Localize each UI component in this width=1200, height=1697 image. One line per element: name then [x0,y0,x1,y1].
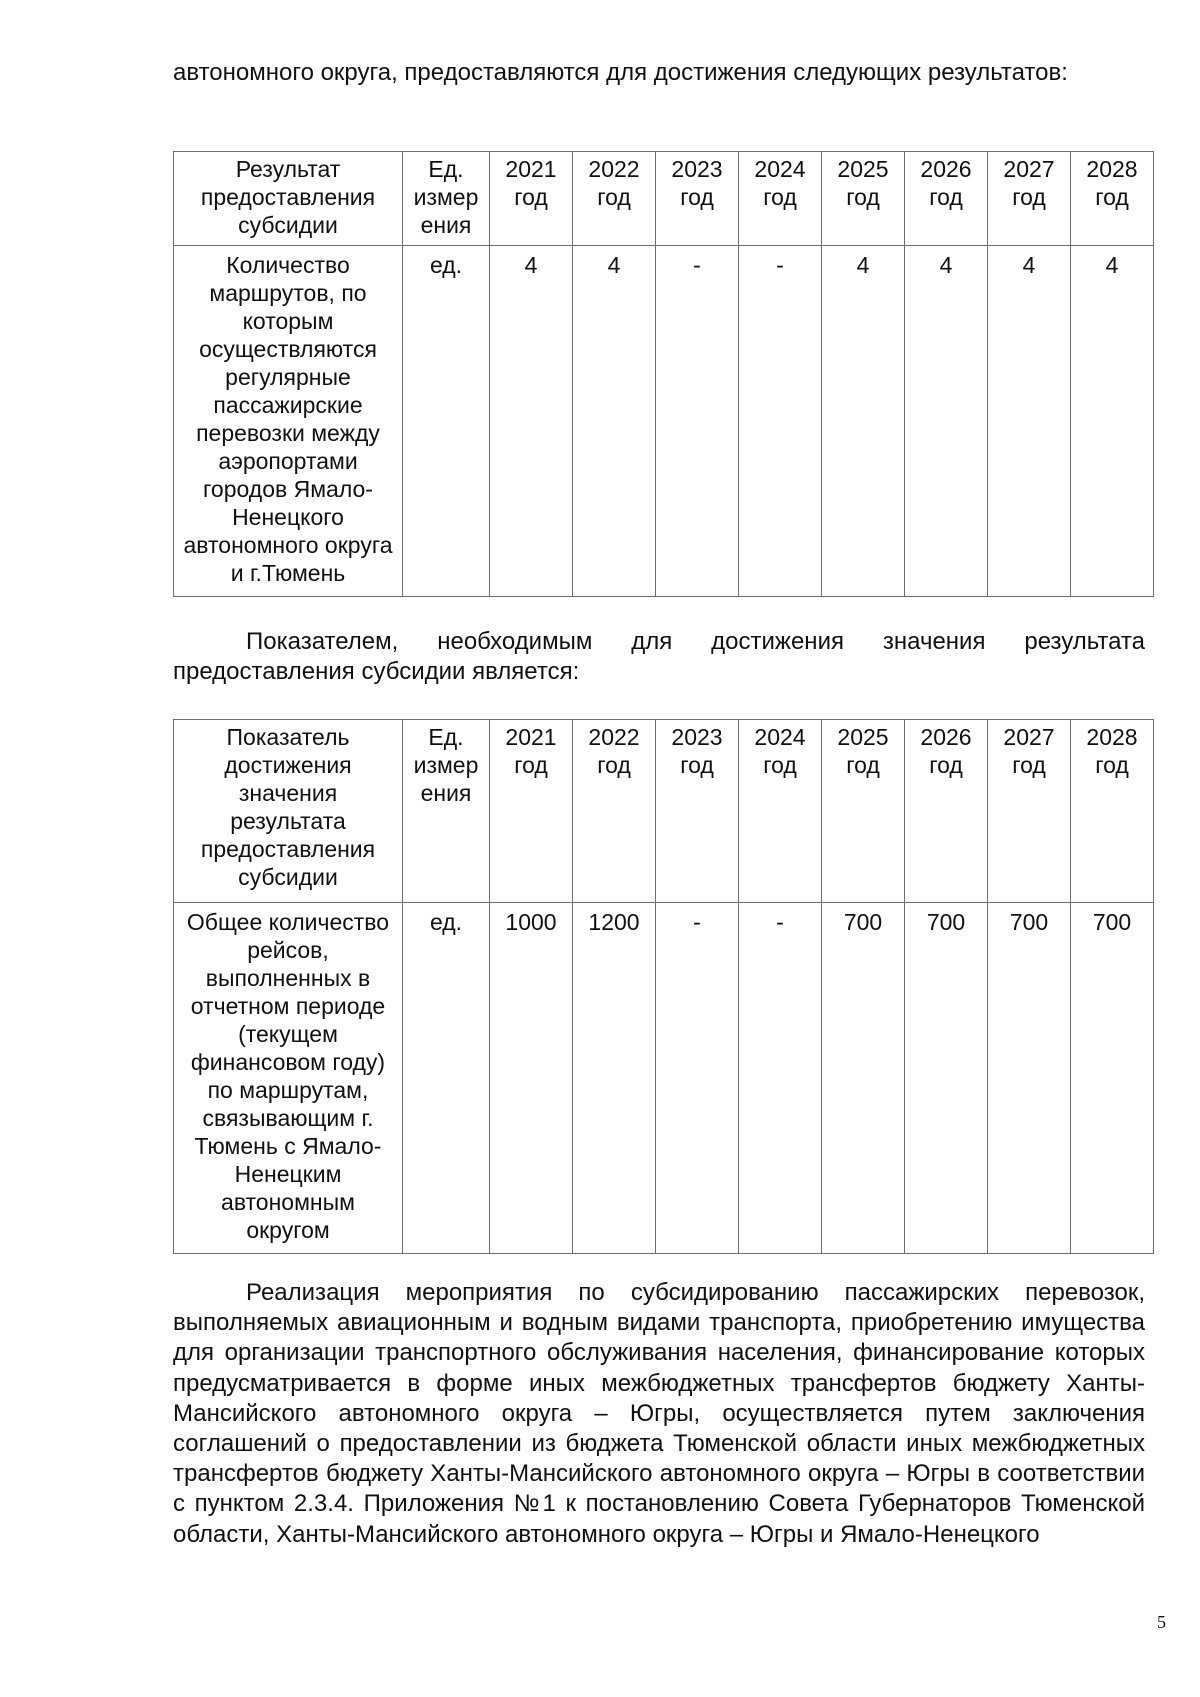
intro-paragraph [173,58,1145,88]
table-cell: - [656,246,739,597]
header-cell: 2024 год [739,720,822,903]
table-cell: - [739,246,822,597]
indicator-intro-paragraph [173,627,1145,687]
header-cell: 2023 год [656,152,739,246]
header-cell: Ед. измер ения [403,720,490,903]
table-row [174,903,1154,1254]
header-cell: 2021 год [490,720,573,903]
final-paragraph [173,1278,1145,1550]
table-cell: 700 [1071,903,1154,1254]
table-header-row [174,152,1154,246]
header-cell: 2028 год [1071,152,1154,246]
table-cell: 4 [490,246,573,597]
header-cell: Ед. измер ения [403,152,490,246]
table-cell: Общее количество рейсов, выполненных в отчетном периоде (текущем финансовом году) по маршрутам, связывающим г. Тюмень с Ямало-Ненецким автономным округом [174,903,403,1254]
intro-text: автономного округа, предоставляются для достижения следующих результатов: [173,59,1068,86]
table-cell: 4 [573,246,656,597]
table-cell: 700 [905,903,988,1254]
header-cell: 2021 год [490,152,573,246]
header-cell: 2022 год [573,720,656,903]
table-cell: 700 [988,903,1071,1254]
header-cell: 2023 год [656,720,739,903]
table-cell: 4 [1071,246,1154,597]
table-cell: ед. [403,903,490,1254]
table-header-row [174,720,1154,903]
table-cell: 4 [822,246,905,597]
header-cell: 2027 год [988,152,1071,246]
header-cell: Результат предоставления субсидии [174,152,403,246]
table-cell: ед. [403,246,490,597]
header-cell: 2028 год [1071,720,1154,903]
table-cell: - [656,903,739,1254]
indicators-table [173,719,1154,1254]
table-row [174,246,1154,597]
header-cell: 2026 год [905,152,988,246]
page-number: 5 [1157,1612,1166,1632]
table-cell: 4 [988,246,1071,597]
final-text: Реализация мероприятия по субсидированию пассажирских перевозок, выполняемых авиационным и водным видами транспорта, приобретению имущества для организации транспортного обслуживания населения, финансирование которых предусматривается в форме иных межбюджетных трансфертов бюджету Ханты-Мансийского автономного округа – Югры, осуществляется путем заключения соглашений о предоставлении из бюджета Тюменской области иных межбюджетных трансфертов бюджету Ханты-Мансийского автономного округа – Югры в соответствии с пунктом 2.3.4. Приложения №1 к постановлению Совета Губернаторов Тюменской области, Ханты-Мансийского автономного округа – Югры и Ямало-Ненецкого [173,1279,1145,1548]
header-cell: Показатель достижения значения результата предоставления субсидии [174,720,403,903]
header-cell: 2025 год [822,720,905,903]
header-cell: 2024 год [739,152,822,246]
table-cell: 4 [905,246,988,597]
table-cell: 1200 [573,903,656,1254]
header-cell: 2026 год [905,720,988,903]
results-table [173,151,1154,597]
table-cell: 1000 [490,903,573,1254]
table-cell: 700 [822,903,905,1254]
header-cell: 2027 год [988,720,1071,903]
table-cell: Количество маршрутов, по которым осуществляются регулярные пассажирские перевозки между аэропортами городов Ямало-Ненецкого автономного округа и г.Тюмень [174,246,403,597]
header-cell: 2025 год [822,152,905,246]
indicator-intro-text: Показателем, необходимым для достижения значения результата предоставления субсидии является: [173,628,1145,685]
header-cell: 2022 год [573,152,656,246]
table-cell: - [739,903,822,1254]
